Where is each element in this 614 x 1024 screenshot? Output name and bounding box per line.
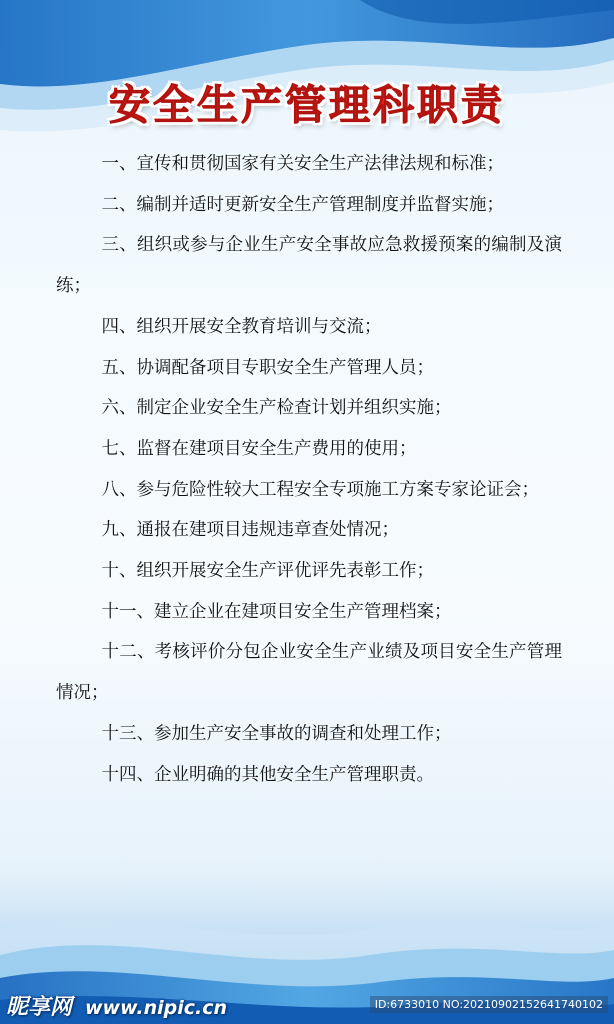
duty-item: 二、编制并适时更新安全生产管理制度并监督实施；: [101, 194, 504, 215]
duty-item: 八、参与危险性较大工程安全专项施工方案专家论证会；: [101, 479, 539, 500]
site-watermark: [6, 990, 227, 1021]
duty-item: 一、宣传和贯彻国家有关安全生产法律法规和标准；: [101, 154, 504, 174]
watermark-brand: 昵享网: [6, 995, 73, 1020]
duty-item: 五、协调配备项目专职安全生产管理人员；: [101, 357, 434, 378]
duty-item: 十三、参加生产安全事故的调查和处理工作；: [101, 723, 452, 744]
page-title: 安全生产管理科职责: [109, 81, 505, 129]
duty-item: 四、组织开展安全教育培训与交流；: [101, 316, 382, 337]
duty-item: 七、监督在建项目安全生产费用的使用；: [101, 438, 417, 459]
duty-item: 六、制定企业安全生产检查计划并组织实施；: [101, 398, 452, 419]
duty-list: [56, 144, 562, 795]
duty-item: 三、组织或参与企业生产安全事故应急救援预案的编制及演练；: [56, 235, 562, 297]
watermark-url: www.nipic.cn: [84, 997, 228, 1019]
duty-item: 十二、考核评价分包企业安全生产业绩及项目安全生产管理情况；: [56, 642, 562, 704]
image-id-label: ID:6733010 NO:20210902152641740102: [370, 996, 608, 1013]
duty-item: 九、通报在建项目违规违章查处情况；: [101, 520, 399, 541]
duty-item: 十、组织开展安全生产评优评先表彰工作；: [101, 561, 434, 582]
duty-item: 十四、企业明确的其他安全生产管理职责。: [101, 764, 434, 785]
duty-item: 十一、建立企业在建项目安全生产管理档案；: [101, 601, 452, 622]
